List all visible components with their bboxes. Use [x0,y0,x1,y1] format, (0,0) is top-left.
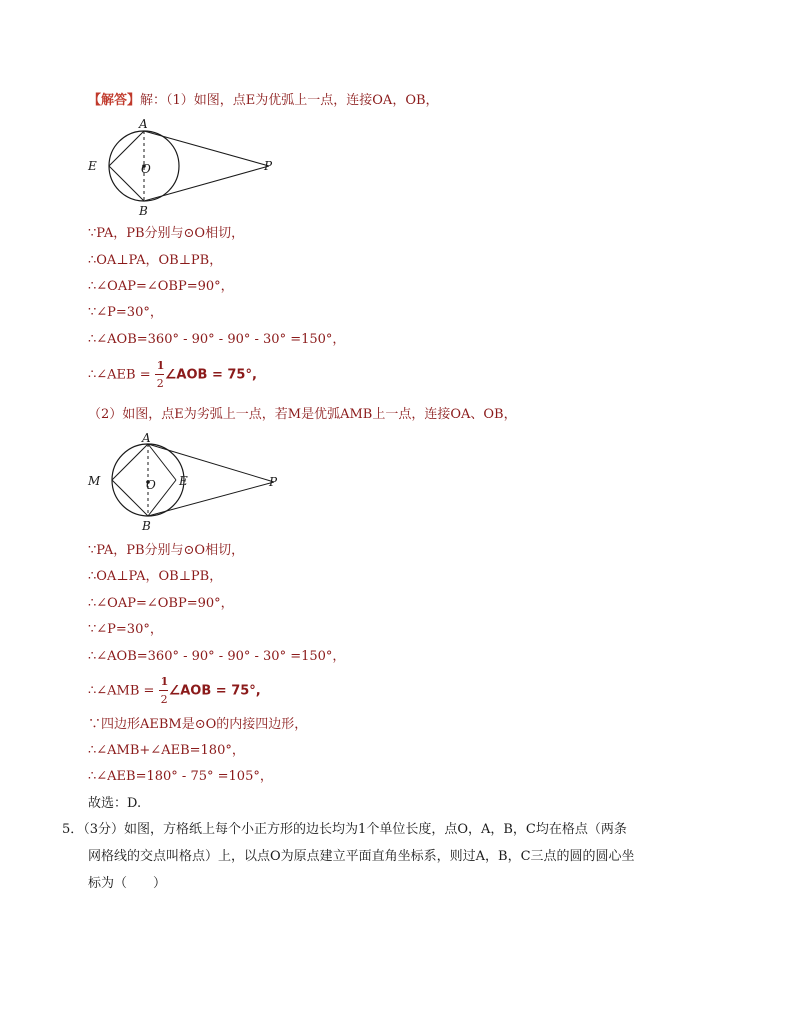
p2-final-prefix: ∴∠AMB = [88,683,159,699]
question-5-line-3: 标为（ ） [88,876,167,891]
p2-step-5: ∴∠AOB=360° - 90° - 90° - 30° =150°， [88,649,346,664]
p1-frac-num: 1 [156,359,165,372]
p2-step-3: ∴∠OAP=∠OBP=90°， [88,596,234,611]
answer-tag: 【解答】 [88,93,141,108]
p2-step-8: ∴∠AEB=180° - 75° =105°， [88,769,273,784]
answer-choice: 故选：D. [88,796,142,811]
p1-frac-den: 2 [156,377,164,390]
label-a: A [139,118,148,131]
p1-step-1: ∵PA，PB分别与⊙O相切， [88,226,245,241]
label-e: E [179,474,188,488]
question-5-line-2: 网格线的交点叫格点）上，以点O为原点建立平面直角坐标系，则过A，B，C三点的圆的圆心坐 [88,849,635,864]
p1-final-suffix: ∠AOB = 75°, [164,367,257,383]
p1-fraction [155,359,165,390]
tangent-pb [144,166,269,201]
label-b: B [139,204,148,218]
p2-frac-den: 2 [160,693,168,706]
label-o: O [146,478,156,492]
p1-final [88,359,257,390]
p1-step-3: ∴∠OAP=∠OBP=90°， [88,279,234,294]
label-a: A [142,432,151,445]
p1-step-2: ∴OA⊥PA，OB⊥PB， [88,253,223,268]
chord-ea [148,444,176,480]
question-5-line-1: 5．（3分）如图，方格纸上每个小正方形的边长均为1个单位长度，点O，A，B，C均在格点（两条 [62,822,627,837]
label-m: M [88,474,101,488]
p2-step-1: ∵PA，PB分别与⊙O相切， [88,543,245,558]
label-o: O [141,162,151,176]
tangent-pa [144,131,269,166]
p2-final [88,675,261,706]
p2-final-suffix: ∠AOB = 75°, [168,683,261,699]
figure-1-circle-tangents [84,118,304,218]
p2-header: （2）如图，点E为劣弧上一点，若M是优弧AMB上一点，连接OA、OB， [88,407,517,422]
tangent-pb [148,482,274,516]
p2-step-7: ∴∠AMB+∠AEB=180°， [88,743,245,758]
label-b: B [142,519,151,532]
p2-step-6: ∵四边形AEBM是⊙O的内接四边形， [88,717,308,732]
figure-2-circle-tangents [84,432,304,532]
p1-final-prefix: ∴∠AEB = [88,367,155,383]
p2-step-2: ∴OA⊥PA，OB⊥PB， [88,569,223,584]
label-e: E [88,159,97,173]
p2-step-4: ∵∠P=30°， [88,622,163,637]
answer-header-text: 解：（1）如图，点E为优弧上一点，连接OA，OB， [140,93,439,108]
p1-step-4: ∵∠P=30°， [88,305,163,320]
p2-fraction [159,675,169,706]
label-p: P [264,159,273,173]
tangent-pa [148,444,274,482]
answer-header [88,92,439,110]
p1-step-5: ∴∠AOB=360° - 90° - 90° - 30° =150°， [88,332,346,347]
label-p: P [269,475,278,489]
p2-frac-num: 1 [160,675,169,688]
